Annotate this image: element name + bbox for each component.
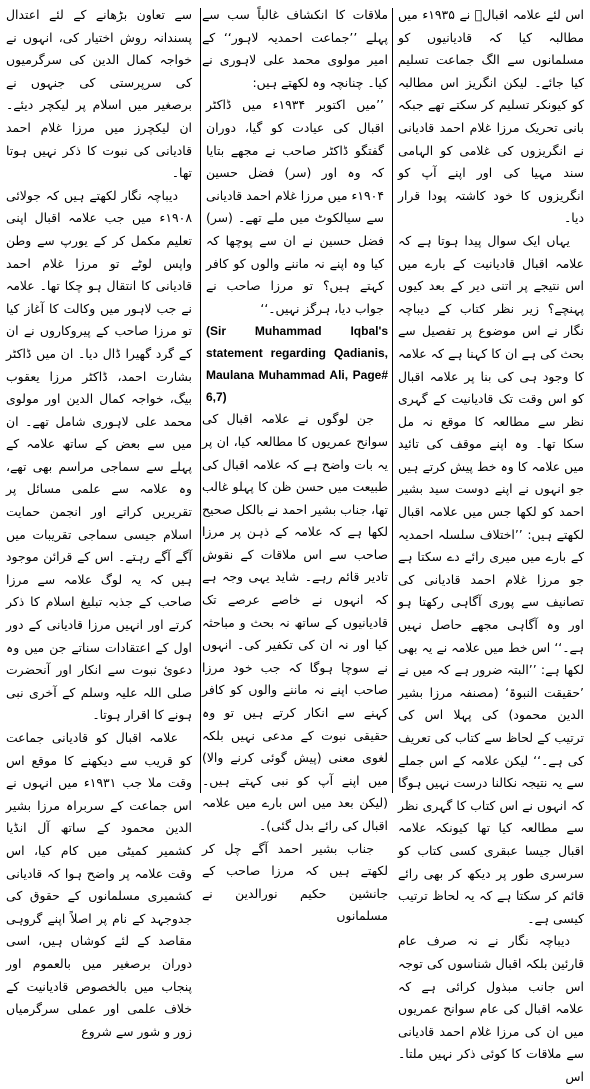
column-divider bbox=[200, 8, 201, 793]
paragraph: دیباچہ نگار نے نہ صرف عام قارئین بلکہ اقبال شناسوں کی توجہ اس جانب مبذول کرائی ہے کہ علامہ اقبال کی عام سوانح عمریوں میں ان کی مرزا غلام احمد قادیانی سے ملاقات کا کوئی ذکر نہیں ملتا۔ اس bbox=[398, 933, 584, 1084]
paragraph: جن لوگوں نے علامہ اقبال کی سوانح عمریوں کا مطالعہ کیا، ان پر یہ بات واضح ہے کہ علامہ اقبال کی طبیعت میں حسن ظن کا پہلو غالب تھا، جناب بشیر احمد نے بالکل صحیح لکھا ہے کہ علامہ کے ذہن پر مرزا صاحب سے اس ملاقات کے نقوش تادیر قائم رہے۔ شاید یہی وجہ ہے کہ انہوں نے خاصے عرصے تک قادیانیوں کے ساتھ نہ بحث و مباحثہ کیا اور نہ ان کی تکفیر کی۔ انہوں نے سوچا ہوگا کہ جب خود مرزا صاحب اپنے نہ ماننے والوں کو کافر کہنے سے انکار کرتے ہیں تو وہ حقیقی نبوت کے مدعی نہیں بلکہ لغوی معنی (پیش گوئی کرنے والا) میں اپنے آپ کو نبی کہتے ہیں۔ (لیکن بعد میں اس بارے میں علامہ اقبال کی رائے بدل گئی)۔ bbox=[202, 411, 388, 833]
paragraph: سے تعاون بڑھانے کے لئے اعتدال پسندانہ روش اختیار کی، انہوں نے خواجہ کمال الدین کی سرگرمیوں کی سرپرستی کی جنہوں نے برصغیر میں اسلام پر لیکچر دیئے۔ ان لیکچرز میں مرزا غلام احمد قادیانی کی نبوت کا ذکر نہیں ہوتا تھا۔ bbox=[6, 7, 192, 181]
paragraph: اس لئے علامہ اقبالؒ نے ۱۹۳۵ء میں مطالبہ کیا کہ قادیانیوں کو مسلمانوں سے الگ جماعت تسلیم کیا جائے۔ لیکن انگریز اس مطالبہ کو کیونکر تسلیم کر سکتے تھے جبکہ بانی تحریک مرزا غلام احمد قادیانی نے انگریزوں کی غلامی کو الہامی سند مہیا کی اور اپنے آپ کو انگریزوں کا خود کاشتہ پودا قرار دیا۔ bbox=[398, 7, 584, 226]
block-quote: ’’میں اکتوبر ۱۹۳۴ء میں ڈاکٹر اقبال کی عیادت کو گیا، دوران گفتگو ڈاکٹر صاحب نے مجھے بتایا کہ وہ اور (سر) فضل حسین ۱۹۰۴ء میں مرزا غلام احمد قادیانی سے سیالکوٹ میں ملے تھے۔ (سر) فضل حسین نے ان سے پوچھا کہ کیا وہ اپنے نہ ماننے والوں کو کافر کہتے ہیں؟ تو مرزا صاحب نے جواب دیا، ہرگز نہیں۔‘‘ bbox=[206, 97, 384, 316]
paragraph: یہاں ایک سوال پیدا ہوتا ہے کہ علامہ اقبال قادیانیت کے بارے میں اس نتیجے پر اتنی دیر کے بعد کیوں پہنچے؟ زیر نظر کتاب کے دیباچہ نگار نے اس موضوع پر تفصیل سے بحث کی ہے ان کا کہنا ہے کہ علامہ کا وجود ہی کی بنا پر علامہ اقبال کو اس وقت تک قادیانیت کے گہری نظر سے مطالعہ کا موقع نہ مل سکا تھا۔ وہ اپنے موقف کی تائید میں علامہ کا وہ خط پیش کرتے ہیں جو انہوں نے اپنے دوست سید بشیر احمد کو لکھا جس میں علامہ اقبال لکھتے ہیں: ’’اختلاف سلسلہ احمدیہ کے بارے میں میری رائے دے سکتا ہے جو مرزا غلام احمد قادیانی کی تصانیف سے پوری آگاہی رکھتا ہو اور وہ آگاہی مجھے حاصل نہیں ہے۔‘‘ اس خط میں علامہ نے یہ بھی لکھا ہے: ’’البتہ ضرور ہے کہ میں نے ’حقیقت النبوۃ‘ (مصنفہ مرزا بشیر الدین محمود) کی پہلا اس کی ترتیب کے لحاظ سے کتاب کی تعریف کی ہے۔‘‘ لیکن علامہ کے اس جملے سے یہ نتیجہ نکالنا درست نہیں ہوگا کہ انہوں نے اس کتاب کا گہری نظر سے مطالعہ کیا تھا کیونکہ علامہ اقبال جیسا عبقری کسی کتاب کو سرسری طور پر دیکھ کر بھی رائے قائم کر سکتا ہے کہ یہ لحاظ ترتیب کیسی ہے۔ bbox=[398, 232, 584, 926]
text-column-right bbox=[398, 4, 584, 1084]
paragraph: دیباچہ نگار لکھتے ہیں کہ جولائی ۱۹۰۸ء میں جب علامہ اقبال اپنی تعلیم مکمل کر کے یورپ سے وطن واپس لوٹے تو مرزا غلام احمد قادیانی کا انتقال ہو چکا تھا۔ علامہ نے جب لاہور میں وکالت کا آغاز کیا تو مرزا صاحب کے پیروکاروں نے ان کے گرد گھیرا ڈال دیا۔ ان میں ڈاکٹر بشارت احمد، ڈاکٹر مرزا یعقوب بیگ، خواجہ کمال الدین اور مولوی محمد علی لاہوری شامل تھے۔ ان میں سے بعض کے ساتھ علامہ کے پہلے سے سماجی مراسم بھی تھے، وہ علامہ سے علمی مسائل پر تقریریں کراتے اور انجمن حمایت اسلام جیسی سماجی تقریبات میں آگے آگے رہتے۔ اس کے قرائن موجود ہیں کہ یہ لوگ علامہ سے مرزا صاحب کے جذبہ تبلیغ اسلام کا ذکر کرتے اور انہیں مرزا قادیانی کے دور اول کے اعتقادات سناتے جن میں وہ دعویٔ نبوت سے انکار اور آنحضرت صلی اللہ علیہ وسلم کے آخری نبی ہونے کا اقرار ہوتا۔ bbox=[6, 187, 192, 723]
paragraph: ملاقات کا انکشاف غالباً سب سے پہلے ’’جماعت احمدیہ لاہور‘‘ کے امیر مولوی محمد علی لاہوری نے کیا۔ چنانچہ وہ لکھتے ہیں: bbox=[202, 7, 388, 90]
citation: (Sir Muhammad Iqbal's statement regarding Qadianis, Maulana Muhammad Ali, Page# 6,7) bbox=[206, 324, 388, 405]
text-column-left bbox=[6, 4, 192, 1039]
text-column-middle bbox=[202, 4, 388, 924]
paragraph: علامہ اقبال کو قادیانی جماعت کو قریب سے دیکھنے کا موقع اس وقت ملا جب ۱۹۳۱ء میں انہوں نے اس جماعت کے سربراہ مرزا بشیر الدین محمود کے ساتھ آل انڈیا کشمیر کمیٹی میں کام کیا، اس وقت علامہ پر واضح ہوا کہ قادیانی کشمیری مسلمانوں کے حقوق کی جدوجہد کے نام پر اصلاً اپنے گروہی مقاصد کے لئے کوشاں ہیں، اسی دوران برصغیر میں بالعموم اور پنجاب میں بالخصوص قادیانیت کے خلاف علمی اور عملی سرگرمیاں زور و شور سے شروع bbox=[6, 730, 192, 1039]
paragraph: جناب بشیر احمد آگے چل کر لکھتے ہیں کہ مرزا صاحب کے جانشین حکیم نورالدین نے مسلمانوں bbox=[202, 840, 388, 924]
column-divider bbox=[392, 8, 393, 793]
